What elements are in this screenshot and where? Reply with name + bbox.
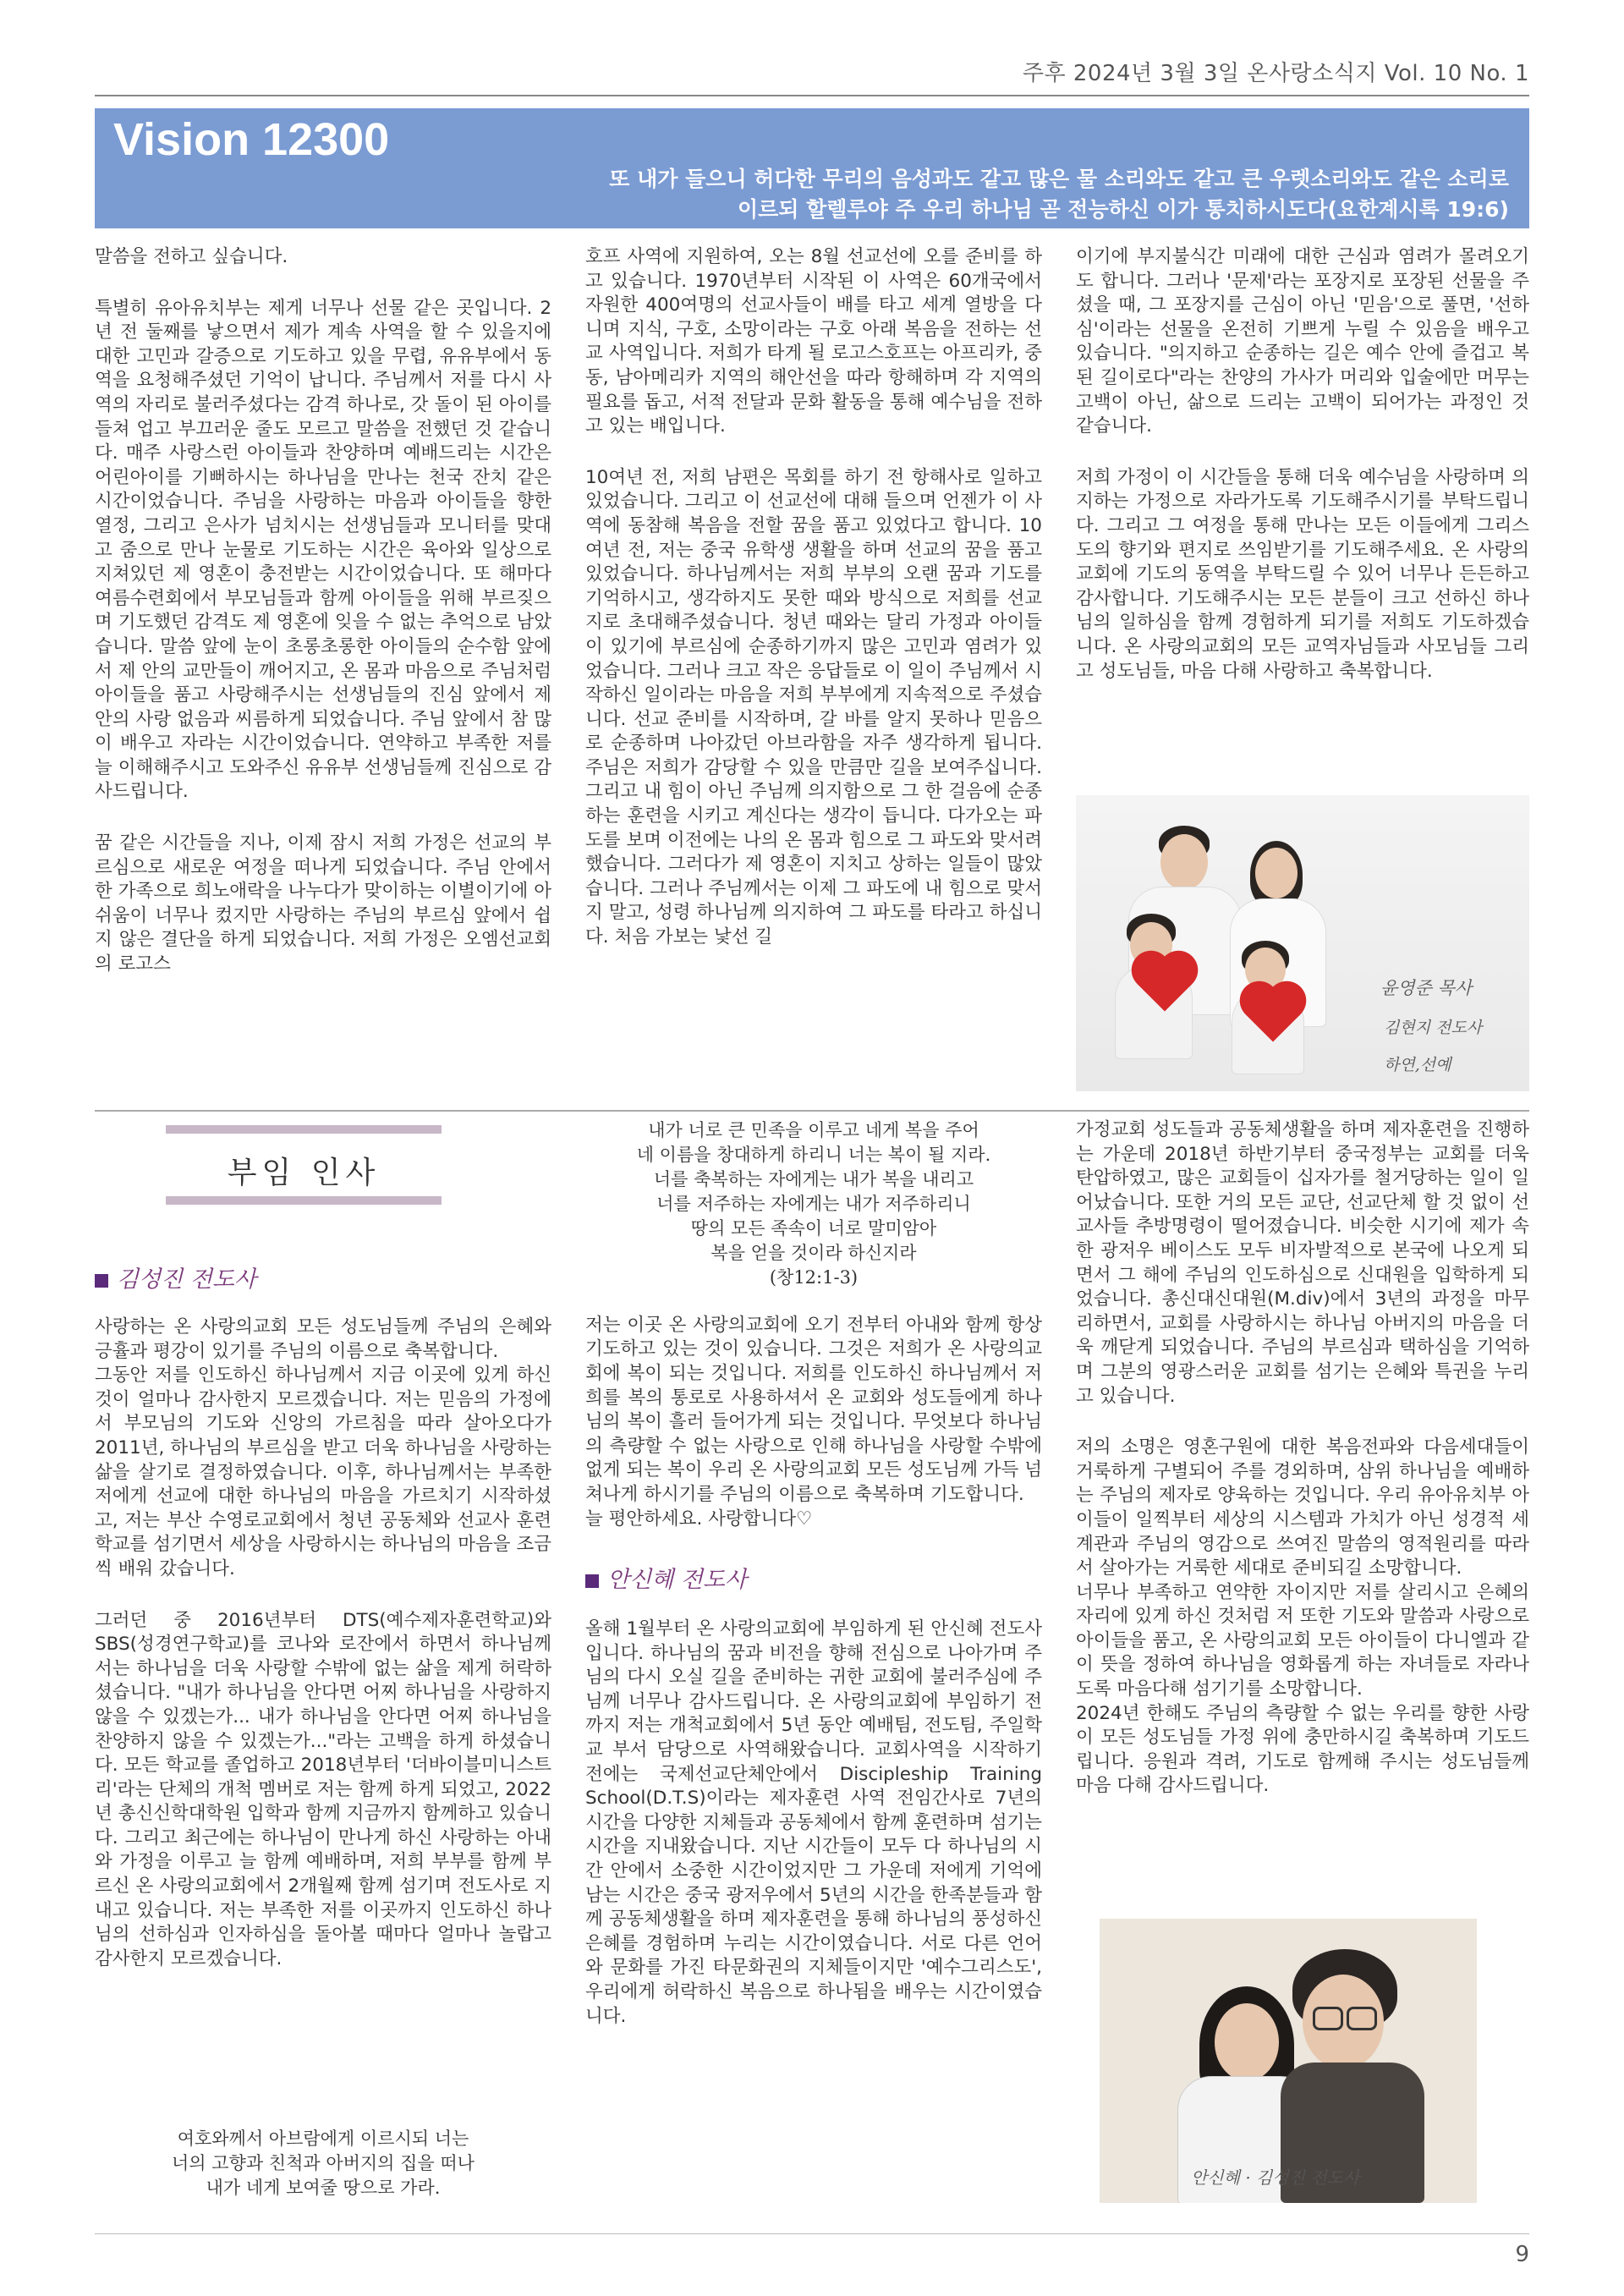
paragraph: 저희 가정이 이 시간들을 통해 더욱 예수님을 사랑하며 의지하는 가정으로 자라가도록 기도해주시기를 부탁드립니다. 그리고 그 여정을 통해 만나는 모든 이들에게 그리스도의 향기와 편지로 쓰임받기를 기도해주세요. 온 사랑의교회에 기도의 동역을 부탁드릴 수 있어 너무나 든든하고 감사합니다. 기도해주시는 모든 분들이 크고 선하신 하나님의 일하심을 함께 경험하게 되기를 저희도 기도하겠습니다. 온 사랑의교회의 모든 교역자님들과 사모님들 그리고 성도님들, 마음 다해 사랑하고 축복합니다. bbox=[1076, 466, 1529, 682]
paragraph: 가정교회 성도들과 공동체생활을 하며 제자훈련을 진행하는 가운데 2018년 하반기부터 중국정부는 교회를 더욱 탄압하였고, 많은 교회들이 십자가를 철거당하는 일이 일어났습니다. 또한 거의 모든 교단, 선교단체 할 것 없이 선교사들 추방명령이 떨어졌습니다. 비슷한 시기에 제가 속한 광저우 베이스도 모두 비자발적으로 본국에 나오게 되면서 그 해에 주님의 인도하심으로 신대원을 입학하게 되었습니다. 총신대신대원(M.div)에서 3년의 과정을 마무리하면서, 교회를 사랑하시는 하나님 아버지의 마음을 더욱 깨닫게 되었습니다. 주님의 부르심과 택하심을 기억하며 그분의 영광스러운 교회를 섬기는 은혜와 특권을 누리고 있습니다. bbox=[1076, 1119, 1529, 1407]
author-name: 안신혜 전도사 bbox=[607, 1567, 748, 1594]
article-column bbox=[585, 1118, 1042, 2029]
banner-verse-line: 또 내가 들으니 허다한 무리의 음성과도 같고 많은 물 소리와도 같고 큰 우렛소리와도 같은 소리로 bbox=[609, 167, 1509, 191]
square-bullet-icon bbox=[585, 1574, 599, 1588]
title-bar-top bbox=[166, 1125, 442, 1134]
verse-line: 너의 고향과 친척과 아버지의 집을 떠나 bbox=[172, 2152, 475, 2173]
banner-verse-line: 이르되 할렐루야 주 우리 하나님 곧 전능하신 이가 통치하시도다(요한계시록 19:6) bbox=[737, 197, 1509, 222]
author-heading bbox=[585, 1565, 1042, 1596]
paragraph: 너무나 부족하고 연약한 자이지만 저를 살리시고 은혜의 자리에 있게 하신 것처럼 저 또한 기도와 말씀과 사랑으로 아이들을 품고, 온 사랑의교회 모든 아이들이 다니엘과 같이 뜻을 정하여 하나님을 영화롭게 하는 자녀들로 자라나도록 마음다해 섬기기를 소망합니다. bbox=[1076, 1581, 1529, 1700]
verse-line: 네 이름을 창대하게 하리니 너는 복이 될 지라. bbox=[636, 1144, 991, 1165]
paragraph: 저의 소명은 영혼구원에 대한 복음전파와 다음세대들이 거룩하게 구별되어 주를 경외하며, 삼위 하나님을 예배하는 주님의 제자로 양육하는 것입니다. 우리 유아유치부 아이들이 일찍부터 세상의 시스템과 가치가 아닌 성경적 세계관과 주님의 영감으로 쓰여진 말씀의 영적원리를 따라서 살아가는 거룩한 세대로 준비되길 소망합니다. bbox=[1076, 1436, 1529, 1579]
verse-line: 복을 얻을 것이라 하신지라 bbox=[710, 1242, 917, 1263]
paragraph: 호프 사역에 지원하여, 오는 8월 선교선에 오를 준비를 하고 있습니다. 1970년부터 시작된 이 사역은 60개국에서 자원한 400여명의 선교사들이 배를 타고 세계 열방을 다니며 지식, 구호, 소망이라는 구호 아래 복음을 전하는 선교 사역입니다. 저희가 타게 될 로고스호프는 아프리카, 중동, 남아메리카 지역의 해안선을 따라 항해하며 각 지역의 필요를 돕고, 서적 전달과 문화 활동을 통해 예수님을 전하고 있는 배입니다. bbox=[585, 246, 1042, 437]
glasses-icon bbox=[1313, 2007, 1343, 2030]
photo-caption: 안신혜 · 김성진 전도사 bbox=[1191, 2167, 1360, 2188]
article-column bbox=[1076, 1118, 1529, 1799]
section-title-box bbox=[166, 1125, 442, 1205]
paragraph: 10여년 전, 저희 남편은 목회를 하기 전 항해사로 일하고 있었습니다. 그리고 이 선교선에 대해 들으며 언젠가 이 사역에 동참해 복음을 전할 꿈을 품고 있었다고 합니다. 10여년 전, 저는 중국 유학생 생활을 하며 선교의 꿈을 품고 있었습니다. 하나님께서는 저희 부부의 오랜 꿈과 기도를 기억하시고, 생각하지도 못한 때와 방식으로 저희를 선교지로 초대해주셨습니다. 청년 때와는 달리 가정과 아이들이 있기에 부르심에 순종하기까지 많은 고민과 염려가 있었습니다. 그러나 크고 작은 응답들로 이 일이 주님께서 시작하신 일이라는 마음을 저희 부부에게 지속적으로 주셨습니다. 선교 준비를 시작하며, 갈 바를 알지 못하나 믿음으로 순종하며 나아갔던 아브라함을 자주 생각하게 됩니다. 주님은 저희가 감당할 수 있을 만큼만 길을 보여주십니다. 그리고 내 힘이 아닌 주님께 의지함으로 그 한 걸음에 순종하는 훈련을 시키고 계신다는 생각이 듭니다. 다가오는 파도를 보며 이전에는 나의 온 몸과 힘으로 그 파도와 맞서려 했습니다. 그러다가 제 영혼이 지치고 상하는 일들이 많았습니다. 그러나 주님께서는 이제 그 파도에 내 힘으로 맞서지 말고, 성령 하나님께 의지하여 그 파도를 타라고 하십니다. 처음 가보는 낯선 길 bbox=[585, 466, 1042, 948]
paragraph: 특별히 유아유치부는 제게 너무나 선물 같은 곳입니다. 2년 전 둘째를 낳으면서 제가 계속 사역을 할 수 있을지에 대한 고민과 갈증으로 기도하고 있을 무렵, 유유부에서 동역을 요청해주셨던 기억이 납니다. 주님께서 저를 다시 사역의 자리로 불러주셨다는 감격 하나로, 갓 돌이 된 아이를 들쳐 업고 부끄러운 줄도 모르고 말씀을 전했던 것 같습니다. 매주 사랑스런 아이들과 찬양하며 예배드리는 시간은 어린아이를 기뻐하시는 하나님을 만나는 천국 잔치 같은 시간이었습니다. 주님을 사랑하는 마음과 아이들을 향한 열정, 그리고 은사가 넘치시는 선생님들과 모니터를 맞대고 줌으로 만나 눈물로 기도하는 시간은 육아와 일상으로 지쳐있던 제 영혼이 충전받는 시간이었습니다. 또 해마다 여름수련회에서 부모님들과 함께 아이들을 위해 부르짖으며 기도했던 감격도 제 영혼에 잊을 수 없는 추억으로 남았습니다. 말씀 앞에 눈이 초롱초롱한 아이들의 순수함 앞에서 제 안의 교만들이 깨어지고, 온 몸과 마음으로 주님처럼 아이들을 품고 사랑해주시는 선생님들의 진심 앞에서 제 안의 사랑 없음과 씨름하게 되었습니다. 주님 앞에서 참 많이 배우고 자라는 시간이었습니다. 연약하고 부족한 저를 늘 이해해주시고 도와주신 유유부 선생님들께 진심으로 감사드립니다. bbox=[95, 297, 551, 803]
paragraph: 늘 평안하세요. 사랑합니다♡ bbox=[585, 1508, 813, 1530]
scripture-verse bbox=[585, 1118, 1042, 1290]
family-photo bbox=[1076, 795, 1529, 1091]
paragraph: 그러던 중 2016년부터 DTS(예수제자훈련학교)와 SBS(성경연구학교)를 코나와 로잔에서 하면서 하나님께서는 하나님을 더욱 사랑할 수밖에 없는 삶을 제게 허락하셨습니다. "내가 하나님을 안다면 어찌 하나님을 사랑하지 않을 수 있겠는가... 내가 하나님을 안다면 어찌 하나님을 찬양하지 않을 수 있겠는가..."라는 고백을 하게 하셨습니다. 모든 학교를 졸업하고 2018년부터 '더바이블미니스트리'라는 단체의 개척 멤버로 저는 함께 하게 되었고, 2022년 총신신학대학원 입학과 함께 지금까지 함께하고 있습니다. 그리고 최근에는 하나님이 만나게 하신 사랑하는 아내와 가정을 이루고 늘 함께 예배하며, 저희 부부를 함께 부르신 온 사랑의교회에서 2개월째 함께 섬기며 전도사로 지내고 있습니다. 저는 부족한 저를 이곳까지 인도하신 하나님의 선하심과 인자하심을 돌아볼 때마다 얼마나 놀랍고 감사한지 모르겠습니다. bbox=[95, 1609, 551, 1969]
scripture-verse bbox=[95, 2127, 551, 2200]
article-column bbox=[95, 245, 551, 977]
glasses-icon bbox=[1347, 2007, 1377, 2030]
paragraph: 이기에 부지불식간 미래에 대한 근심과 염려가 몰려오기도 합니다. 그러나 '문제'라는 포장지로 포장된 선물을 주셨을 때, 그 포장지를 근심이 아닌 '믿음'으로 풀면, '선하심'이라는 선물을 온전히 기쁘게 누릴 수 있음을 배우고 있습니다. "의지하고 순종하는 길은 예수 안에 즐겁고 복된 길이로다"라는 찬양의 가사가 머리와 입술에만 머무는 고백이 아닌, 삶으로 드리는 고백이 되어가는 과정인 것 같습니다. bbox=[1076, 246, 1529, 437]
verse-line: 내가 너로 큰 민족을 이루고 네게 복을 주어 bbox=[648, 1120, 979, 1140]
author-name: 김성진 전도사 bbox=[117, 1266, 257, 1293]
paragraph: 올해 1월부터 온 사랑의교회에 부임하게 된 안신혜 전도사입니다. 하나님의 꿈과 비전을 향해 전심으로 나아가며 주님의 다시 오실 길을 준비하는 귀한 교회에 불러주심에 주님께 너무나 감사드립니다. 온 사랑의교회에 부임하기 전까지 저는 개척교회에서 5년 동안 예배팀, 전도팀, 주일학교 부서 담당으로 사역해왔습니다. 교회사역을 시작하기 전에는 국제선교단체안에서 Discipleship Training School(D.T.S)이라는 제자훈련 사역 전임간사로 7년의 시간을 다양한 지체들과 공동체에서 함께 훈련하며 섬기는 시간을 지내왔습니다. 지난 시간들이 모두 다 하나님의 시간 안에서 소중한 시간이었지만 그 가운데 저에게 기억에 남는 시간은 중국 광저우에서 5년의 시간을 한족분들과 함께 공동체생활을 하며 제자훈련을 통해 하나님의 풍성하신 은혜를 경험하며 누리는 시간이였습니다. 서로 다른 언어와 문화를 가진 타문화권의 지체들이지만 '예수그리스도', 우리에게 허락하신 복음으로 하나됨을 배우는 시간이였습니다. bbox=[585, 1618, 1042, 2027]
paragraph: 말씀을 전하고 싶습니다. bbox=[95, 246, 288, 267]
section-divider bbox=[95, 1110, 1529, 1112]
paragraph: 2024년 한해도 주님의 측량할 수 없는 우리를 향한 사랑이 모든 성도님들 가정 위에 충만하시길 축복하며 기도드립니다. 응원과 격려, 기도로 함께해 주시는 성도님들께 마음 다해 감사드립니다. bbox=[1076, 1702, 1529, 1797]
square-bullet-icon bbox=[95, 1274, 108, 1288]
photo-caption: 김현지 전도사 bbox=[1384, 1019, 1483, 1037]
photo-caption: 윤영준 목사 bbox=[1380, 978, 1473, 998]
footer-divider bbox=[95, 2233, 1529, 2234]
paragraph: 사랑하는 온 사랑의교회 모든 성도님들께 주님의 은혜와 긍휼과 평강이 있기를 주님의 이름으로 축복합니다. bbox=[95, 1316, 551, 1362]
section-title: 부임 인사 bbox=[227, 1156, 381, 1190]
title-bar-bottom bbox=[166, 1196, 442, 1205]
verse-line: 내가 네게 보여줄 땅으로 가라. bbox=[206, 2177, 441, 2198]
verse-line: 여호와께서 아브람에게 이르시되 너는 bbox=[177, 2128, 469, 2149]
vision-banner bbox=[95, 108, 1529, 228]
page-number: 9 bbox=[1515, 2242, 1529, 2267]
verse-line: 땅의 모든 족속이 너로 말미암아 bbox=[690, 1217, 937, 1239]
photo-caption: 하연,선예 bbox=[1384, 1056, 1451, 1074]
verse-reference: (창12:1-3) bbox=[769, 1266, 859, 1288]
paragraph: 그동안 저를 인도하신 하나님께서 지금 이곳에 있게 하신 것이 얼마나 감사한지 모르겠습니다. 저는 믿음의 가정에서 부모님의 기도와 신앙의 가르침을 따라 살아오다가 2011년, 하나님의 부르심을 받고 더욱 하나님을 사랑하는 삶을 살기로 결정하였습니다. 이후, 하나님께서는 부족한 저에게 선교에 대한 하나님의 마음을 가르치기 시작하셨고, 저는 부산 수영로교회에서 청년 공동체와 선교사 훈련학교를 섬기면서 세상을 사랑하시는 하나님의 마음을 조금씩 배워 갔습니다. bbox=[95, 1365, 551, 1579]
author-heading bbox=[95, 1261, 256, 1294]
article-column bbox=[95, 1316, 551, 1971]
verse-line: 너를 저주하는 자에게는 내가 저주하리니 bbox=[656, 1193, 971, 1214]
article-column bbox=[585, 245, 1042, 950]
paragraph: 꿈 같은 시간들을 지나, 이제 잠시 저희 가정은 선교의 부르심으로 새로운 여정을 떠나게 되었습니다. 주님 안에서 한 가족으로 희노애락을 나누다가 맞이하는 이별이기에 아쉬움이 너무나 컸지만 사랑하는 주님의 부르심 앞에서 쉽지 않은 결단을 하게 되었습니다. 저희 가정은 오엠선교회의 로고스 bbox=[95, 832, 551, 975]
banner-title: Vision 12300 bbox=[113, 114, 390, 165]
masthead: 주후 2024년 3월 3일 온사랑소식지 Vol. 10 No. 1 bbox=[1022, 61, 1529, 86]
paragraph: 저는 이곳 온 사랑의교회에 오기 전부터 아내와 함께 항상 기도하고 있는 것이 있습니다. 그것은 저희가 온 사랑의교회에 복이 되는 것입니다. 저희를 인도하신 하나님께서 저희를 복의 통로로 사용하셔서 온 교회와 성도들에게 하나님의 복이 흘러 들어가게 되는 것입니다. 무엇보다 하나님의 측량할 수 없는 사랑으로 인해 하나님을 사랑할 수밖에 없게 되는 복이 우리 온 사랑의교회 모든 성도님께 가득 넘쳐나게 하시기를 주님의 이름으로 축복하며 기도합니다. bbox=[585, 1314, 1042, 1505]
article-column bbox=[1076, 245, 1529, 684]
top-divider bbox=[95, 95, 1529, 96]
verse-line: 너를 축복하는 자에게는 내가 복을 내리고 bbox=[653, 1168, 974, 1189]
couple-photo bbox=[1100, 1919, 1477, 2203]
